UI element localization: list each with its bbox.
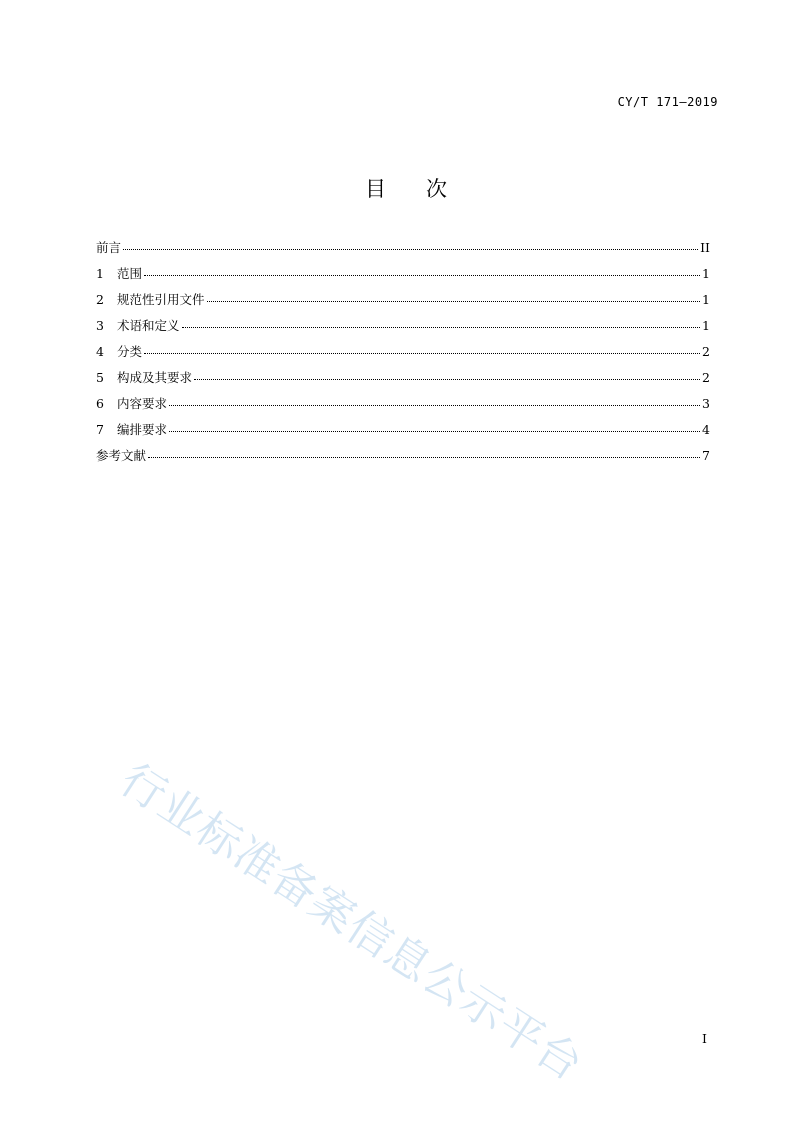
toc-entry-page: 1 [702, 292, 710, 307]
toc-entry-normative-references[interactable] [96, 290, 710, 316]
toc-entry-number: 2 [96, 292, 104, 307]
toc-entry-label: 内容要求 [117, 396, 168, 411]
toc-title [0, 173, 793, 203]
toc-entry-terms-definitions[interactable] [96, 316, 710, 342]
toc-entry-label: 编排要求 [117, 422, 168, 437]
toc-entry-number: 5 [96, 370, 104, 385]
toc-entry-number: 4 [96, 344, 104, 359]
toc-leader-dots [194, 379, 700, 380]
toc-entry-label: 范围 [117, 266, 143, 281]
toc-leader-dots [144, 353, 700, 354]
toc-entry-number: 3 [96, 318, 104, 333]
toc-entry-page: 7 [702, 448, 710, 463]
toc-entry-content-requirements[interactable] [96, 394, 710, 420]
toc-title-left: 目 [365, 177, 386, 201]
toc-entry-page: 1 [702, 318, 710, 333]
toc-entry-page: 3 [702, 396, 710, 411]
toc-title-right: 次 [426, 177, 447, 201]
toc-leader-dots [123, 249, 698, 250]
toc-entry-page: 2 [702, 370, 710, 385]
watermark: 行业标准备案信息公示平台 [111, 754, 592, 1092]
toc-leader-dots [169, 431, 700, 432]
toc-entry-number: 7 [96, 422, 104, 437]
toc-list [96, 238, 710, 472]
toc-entry-label: 构成及其要求 [117, 370, 193, 385]
toc-leader-dots [144, 275, 700, 276]
toc-entry-page: II [700, 240, 710, 255]
toc-entry-label: 参考文献 [96, 448, 147, 463]
toc-entry-classification[interactable] [96, 342, 710, 368]
toc-entry-page: 1 [702, 266, 710, 281]
toc-entry-scope[interactable] [96, 264, 710, 290]
toc-entry-composition[interactable] [96, 368, 710, 394]
standard-code: CY/T 171—2019 [617, 95, 718, 109]
toc-leader-dots [148, 457, 700, 458]
toc-entry-label: 术语和定义 [117, 318, 180, 333]
toc-entry-page: 4 [702, 422, 710, 437]
toc-entry-number: 6 [96, 396, 104, 411]
toc-entry-label: 分类 [117, 344, 143, 359]
toc-entry-bibliography[interactable] [96, 446, 710, 472]
toc-leader-dots [169, 405, 700, 406]
toc-entry-foreword[interactable] [96, 238, 710, 264]
toc-entry-label: 前言 [96, 240, 122, 255]
toc-entry-page: 2 [702, 344, 710, 359]
toc-entry-label: 规范性引用文件 [117, 292, 205, 307]
toc-leader-dots [182, 327, 701, 328]
toc-entry-number: 1 [96, 266, 104, 281]
toc-entry-layout-requirements[interactable] [96, 420, 710, 446]
toc-leader-dots [207, 301, 701, 302]
page-number: I [702, 1031, 707, 1046]
